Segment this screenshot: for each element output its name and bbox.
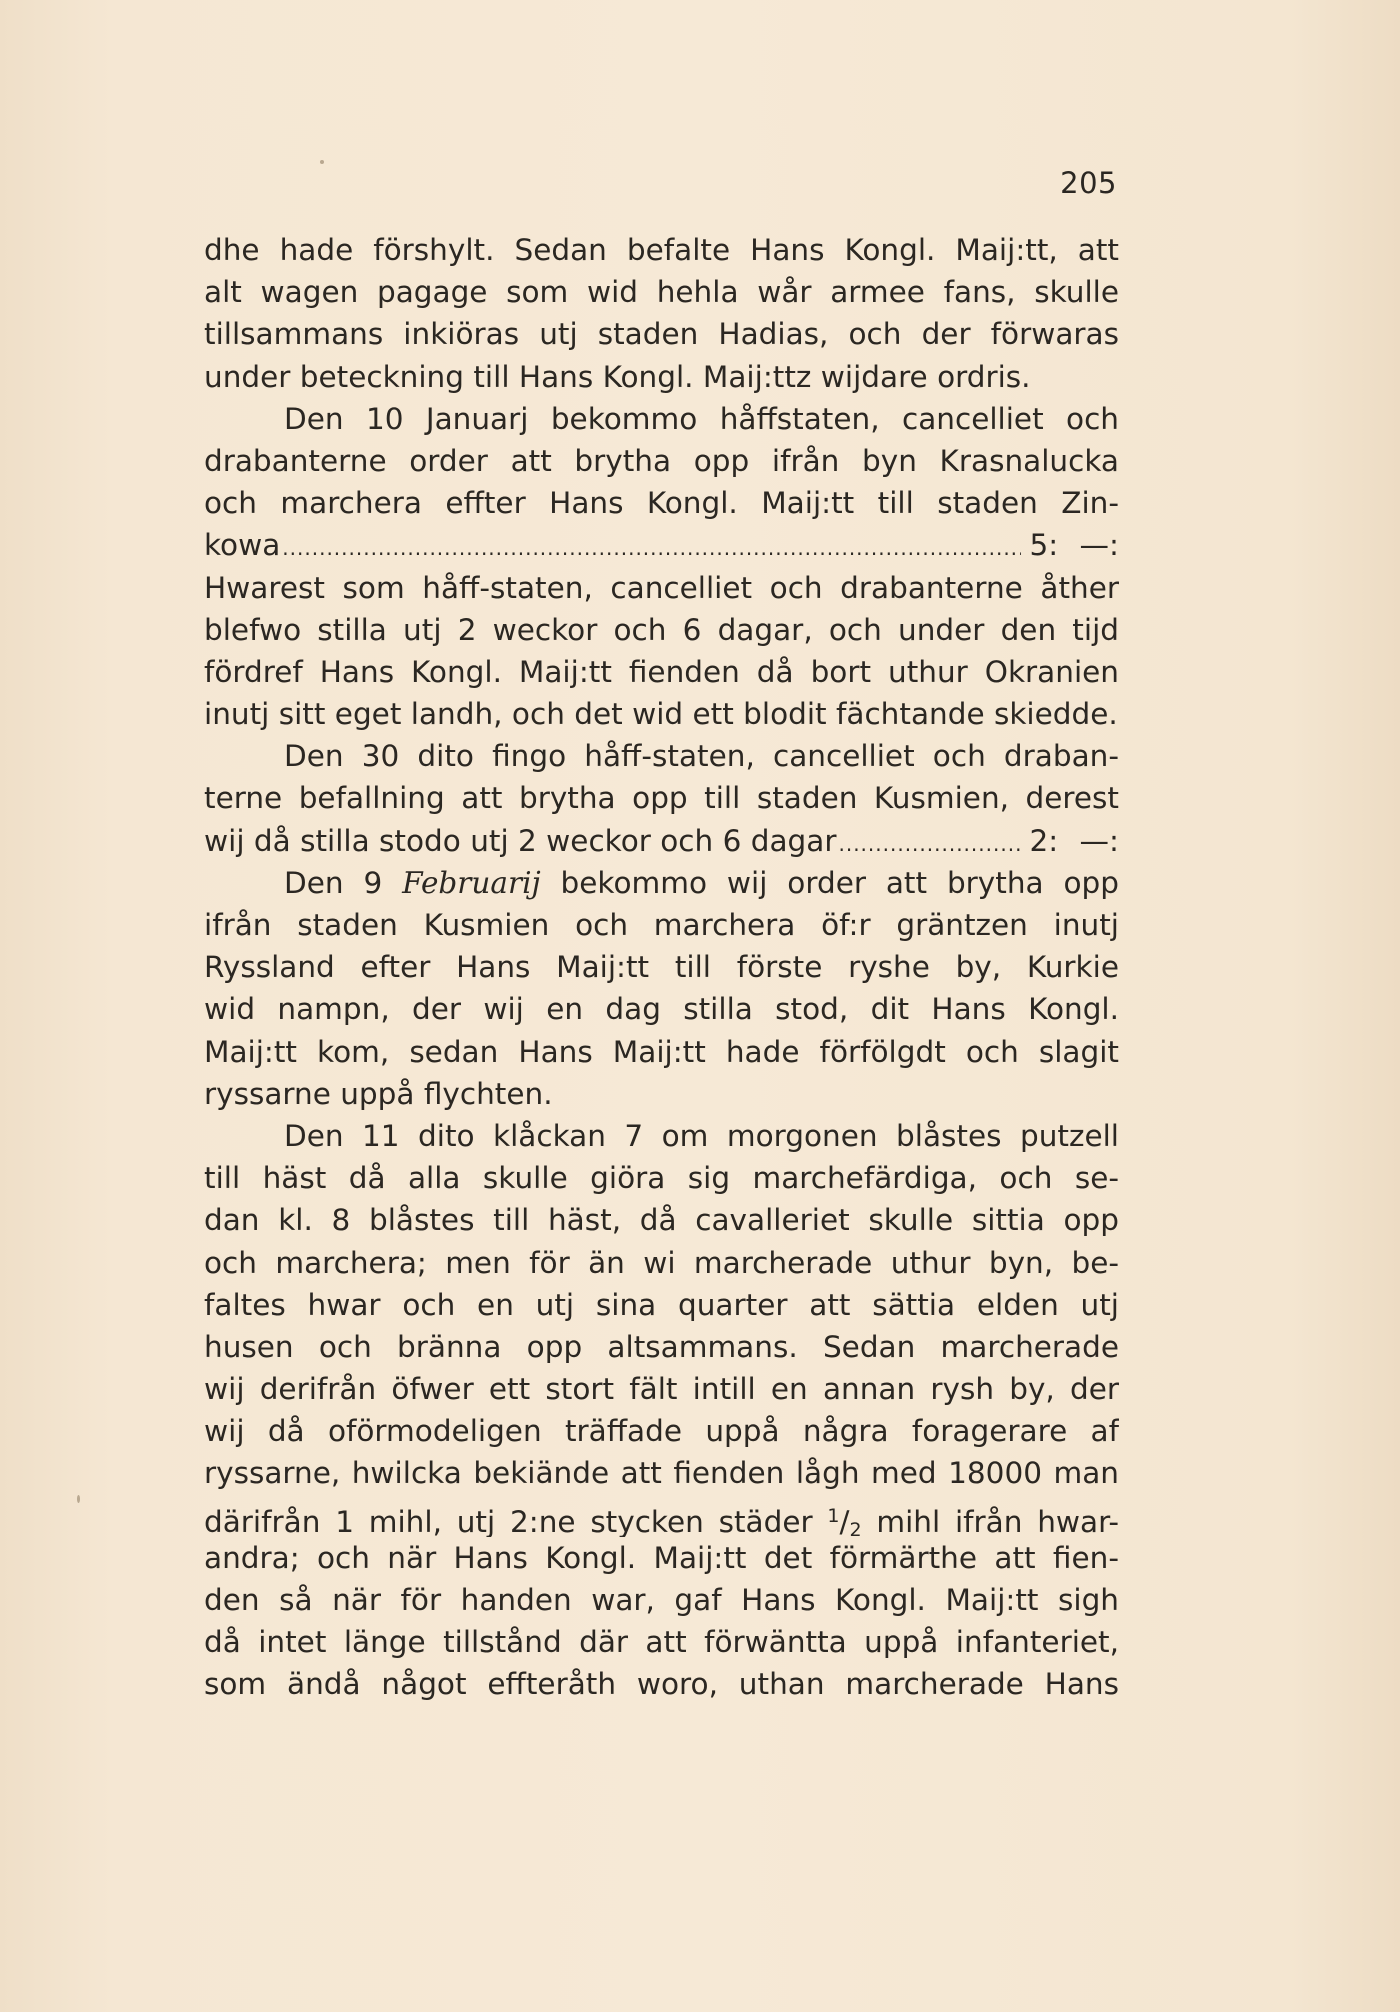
paper-speck [77, 1495, 80, 1503]
text-line: till häst då alla skulle giöra sig marchefärdiga, och se- [204, 1161, 1119, 1196]
text-line: faltes hwar och en utj sina quarter att sättia elden utj [204, 1287, 1119, 1322]
text-line: tillsammans inkiöras utj staden Hadias, och der förwaras [204, 317, 1119, 352]
entry-text: kowa [204, 528, 281, 563]
italic-month: Februarij [402, 865, 541, 900]
paper-speck [320, 160, 324, 164]
text-line: då intet länge tillstånd där att förwäntta uppå infanteriet, [204, 1625, 1119, 1660]
text-line: andra; och när Hans Kongl. Maij:tt det förmärthe att fien- [204, 1540, 1119, 1575]
text-line: Den 30 dito fingo håff-staten, cancelliet och draban- [284, 739, 1119, 774]
text-line: under beteckning till Hans Kongl. Maij:ttz wijdare ordris. [204, 359, 1031, 394]
text-line: Ryssland efter Hans Maij:tt till förste ryshe by, Kurkie [204, 950, 1119, 985]
entry-value: 5: —: [1029, 528, 1119, 563]
text-line: därifrån 1 mihl, utj 2:ne stycken städer $^1$/2 mihl ifrån hwar- [204, 1495, 1119, 1537]
page-number: 205 [1060, 166, 1117, 200]
text-line [204, 524, 1119, 566]
entry-text: wij då stilla stodo utj 2 weckor och 6 dagar [204, 823, 837, 858]
entry-value: 2: —: [1029, 823, 1119, 858]
text-line: som ändå något effteråth woro, uthan marcherade Hans [204, 1667, 1119, 1702]
text-line: Den 9 Februarij bekommo wij order att brytha opp [284, 865, 1119, 900]
text-line: terne befallning att brytha opp till staden Kusmien, derest [204, 781, 1119, 816]
text-line: drabanterne order att brytha opp ifrån byn Krasnalucka [204, 443, 1119, 478]
dot-leader [282, 527, 1021, 566]
text-line: blefwo stilla utj 2 weckor och 6 dagar, och under den tijd [204, 612, 1119, 647]
text-line: Den 11 dito klåckan 7 om morgonen blåstes putzell [284, 1118, 1119, 1153]
text-line: och marchera; men för än wi marcherade uthur byn, be- [204, 1245, 1119, 1280]
text-line [204, 820, 1119, 862]
text-line: dhe hade förshylt. Sedan befalte Hans Kongl. Maij:tt, att [204, 233, 1119, 267]
text-line: husen och bränna opp altsammans. Sedan marcherade [204, 1329, 1119, 1364]
text-line: ifrån staden Kusmien och marchera öf:r gräntzen inutj [204, 908, 1119, 942]
text-line: ryssarne uppå flychten. [204, 1076, 553, 1111]
text-line: wid nampn, der wij en dag stilla stod, dit Hans Kongl. [204, 992, 1119, 1027]
text-line: Hwarest som håff-staten, cancelliet och drabanterne åther [204, 570, 1119, 605]
text-line: inutj sitt eget landh, och det wid ett blodit fächtande skiedde. [204, 697, 1118, 732]
body-text [204, 229, 1119, 1706]
fraction-numerator: 1 [827, 1504, 840, 1527]
text-line: ryssarne, hwilcka bekiände att fienden lågh med 18000 man [204, 1456, 1119, 1491]
text-line: alt wagen pagage som wid hehla wår armee fans, skulle [204, 275, 1119, 310]
text-line: wij derifrån öfwer ett stort fält intill en annan rysh by, der [204, 1372, 1119, 1407]
fraction-denominator: 2 [849, 1518, 862, 1537]
text-line: Maij:tt kom, sedan Hans Maij:tt hade förfölgdt och slagit [204, 1034, 1119, 1069]
text-line: fördref Hans Kongl. Maij:tt fienden då bort uthur Okranien [204, 654, 1119, 689]
text-line: och marchera effter Hans Kongl. Maij:tt till staden Zin- [204, 486, 1119, 521]
text-line: den så när för handen war, gaf Hans Kongl. Maij:tt sigh [204, 1583, 1119, 1617]
text-line: wij då oförmodeligen träffade uppå några foragerare af [204, 1414, 1119, 1449]
text-line: dan kl. 8 blåstes till häst, då cavalleriet skulle sittia opp [204, 1203, 1119, 1238]
text-line: Den 10 Januarj bekommo håffstaten, cancelliet och [284, 401, 1119, 436]
dot-leader [838, 823, 1021, 862]
